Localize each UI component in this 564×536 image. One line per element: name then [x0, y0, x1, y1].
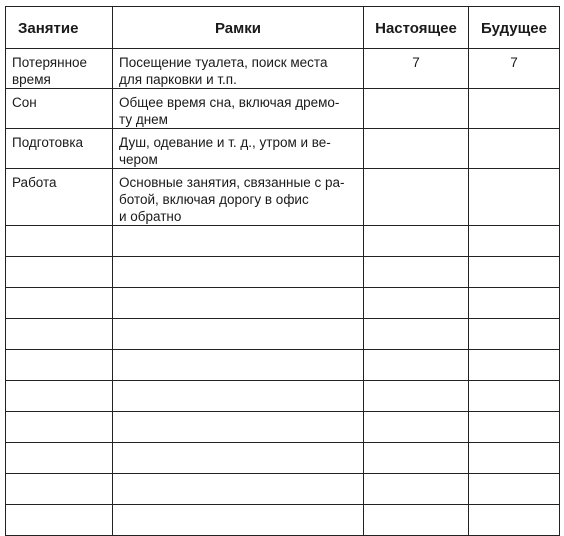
empty-cell[interactable]: [364, 381, 469, 412]
header-frames: Рамки: [113, 7, 364, 49]
empty-row: [6, 319, 560, 350]
header-present: Настоящее: [364, 7, 469, 49]
header-activity: Занятие: [6, 7, 113, 49]
empty-cell[interactable]: [6, 226, 113, 257]
table-row: [6, 89, 560, 129]
frames-cell[interactable]: [113, 169, 364, 226]
empty-cell[interactable]: [6, 319, 113, 350]
present-value: [364, 169, 468, 174]
empty-cell[interactable]: [6, 412, 113, 443]
empty-cell[interactable]: [364, 288, 469, 319]
empty-row: [6, 226, 560, 257]
empty-cell[interactable]: [364, 412, 469, 443]
future-cell[interactable]: [469, 89, 560, 129]
empty-cell[interactable]: [113, 505, 364, 536]
future-value: [469, 129, 559, 134]
frames-text: Душ, одевание и т. д., утром и ве- чером: [119, 135, 331, 167]
empty-cell[interactable]: [364, 505, 469, 536]
future-value: [469, 169, 559, 174]
present-cell[interactable]: [364, 49, 469, 89]
activity-text: Сон: [12, 95, 37, 110]
empty-cell[interactable]: [113, 350, 364, 381]
activity-cell[interactable]: [6, 129, 113, 169]
empty-cell[interactable]: [6, 350, 113, 381]
empty-cell[interactable]: [469, 350, 560, 381]
empty-cell[interactable]: [113, 257, 364, 288]
empty-row: [6, 381, 560, 412]
empty-cell[interactable]: [113, 288, 364, 319]
empty-row: [6, 443, 560, 474]
frames-cell[interactable]: [113, 89, 364, 129]
present-cell[interactable]: [364, 89, 469, 129]
header-future: Будущее: [469, 7, 560, 49]
table-row: [6, 49, 560, 89]
activity-cell[interactable]: [6, 169, 113, 226]
empty-cell[interactable]: [6, 443, 113, 474]
empty-cell[interactable]: [6, 288, 113, 319]
empty-cell[interactable]: [364, 350, 469, 381]
empty-cell[interactable]: [6, 381, 113, 412]
empty-cell[interactable]: [469, 257, 560, 288]
empty-cell[interactable]: [364, 443, 469, 474]
present-value: [364, 129, 468, 134]
empty-cell[interactable]: [6, 505, 113, 536]
present-cell[interactable]: [364, 169, 469, 226]
empty-cell[interactable]: [113, 226, 364, 257]
empty-cell[interactable]: [364, 319, 469, 350]
empty-cell[interactable]: [113, 381, 364, 412]
activity-text: Потерянное время: [12, 55, 88, 87]
activity-cell[interactable]: [6, 89, 113, 129]
empty-cell[interactable]: [113, 474, 364, 505]
present-value: 7: [412, 55, 420, 70]
empty-row: [6, 350, 560, 381]
empty-row: [6, 257, 560, 288]
frames-cell[interactable]: [113, 49, 364, 89]
time-allocation-table-wrapper: [5, 6, 560, 536]
empty-cell[interactable]: [469, 474, 560, 505]
future-value: [469, 89, 559, 94]
empty-cell[interactable]: [113, 412, 364, 443]
empty-cell[interactable]: [469, 381, 560, 412]
empty-cell[interactable]: [364, 474, 469, 505]
frames-text: Посещение туалета, поиск места для парковки и т.п.: [119, 55, 328, 87]
time-allocation-table: [5, 6, 560, 536]
empty-cell[interactable]: [6, 257, 113, 288]
present-value: [364, 89, 468, 94]
empty-row: [6, 474, 560, 505]
frames-text: Общее время сна, включая дремо- ту днем: [119, 95, 340, 127]
empty-row: [6, 288, 560, 319]
empty-cell[interactable]: [469, 319, 560, 350]
empty-row: [6, 412, 560, 443]
empty-cell[interactable]: [469, 505, 560, 536]
empty-cell[interactable]: [364, 257, 469, 288]
empty-row: [6, 505, 560, 536]
future-cell[interactable]: [469, 49, 560, 89]
empty-cell[interactable]: [6, 474, 113, 505]
frames-cell[interactable]: [113, 129, 364, 169]
future-cell[interactable]: [469, 129, 560, 169]
activity-text: Работа: [12, 175, 57, 190]
empty-cell[interactable]: [469, 288, 560, 319]
present-cell[interactable]: [364, 129, 469, 169]
empty-cell[interactable]: [469, 443, 560, 474]
activity-text: Подготовка: [12, 135, 84, 150]
table-row: [6, 169, 560, 226]
empty-cell[interactable]: [113, 319, 364, 350]
table-row: [6, 129, 560, 169]
empty-cell[interactable]: [469, 412, 560, 443]
future-cell[interactable]: [469, 169, 560, 226]
activity-cell[interactable]: [6, 49, 113, 89]
frames-text: Основные занятия, связанные с ра- ботой, включая дорогу в офис и обратно: [119, 175, 345, 224]
empty-cell[interactable]: [113, 443, 364, 474]
empty-cell[interactable]: [469, 226, 560, 257]
empty-cell[interactable]: [364, 226, 469, 257]
header-row: [6, 7, 560, 49]
future-value: 7: [510, 55, 518, 70]
